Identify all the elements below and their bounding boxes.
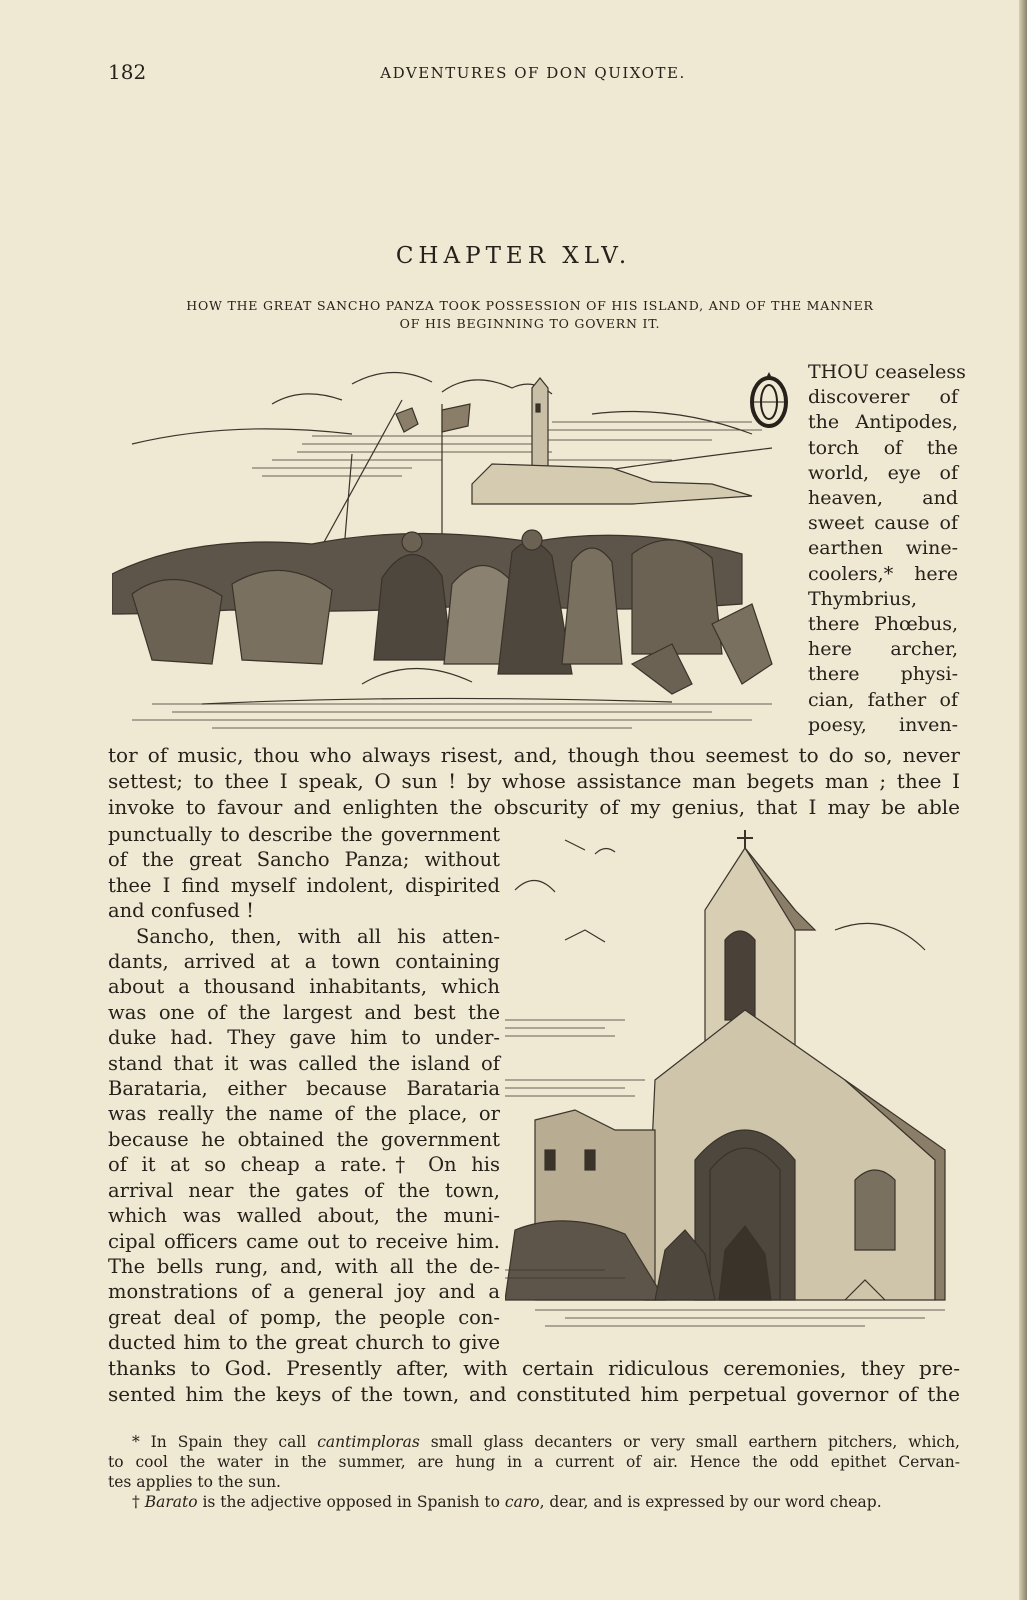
text-line: of it at so cheap a rate.† On his bbox=[108, 1153, 500, 1177]
text-line: sweet cause of bbox=[808, 512, 958, 535]
footnote-term: Barato bbox=[144, 1493, 198, 1511]
text-line: cipal officers came out to receive him. bbox=[108, 1229, 500, 1253]
footnote-text: is the adjective opposed in Spanish to bbox=[197, 1493, 505, 1511]
text-line: great deal of pomp, the people con- bbox=[108, 1305, 500, 1329]
footnote-text: * In Spain they call bbox=[132, 1433, 318, 1451]
text-line: Sancho, then, with all his atten- bbox=[136, 924, 500, 948]
text-line: was really the name of the place, or bbox=[108, 1102, 500, 1126]
text-line: there physi- bbox=[808, 663, 958, 686]
footnote-line bbox=[108, 1492, 960, 1512]
chapter-subtitle-line: OF HIS BEGINNING TO GOVERN IT. bbox=[399, 316, 661, 331]
page-number: 182 bbox=[108, 60, 147, 84]
footnote-line: tes applies to the sun. bbox=[108, 1473, 281, 1491]
body-paragraph-bottom bbox=[108, 1356, 960, 1407]
footnote-line: to cool the water in the summer, are hung in a current of air. Hence the odd epithet Cervan- bbox=[108, 1453, 960, 1471]
text-line: coolers,* here bbox=[808, 562, 958, 585]
text-line: earthen wine- bbox=[808, 537, 958, 560]
chapter-subtitle bbox=[130, 297, 930, 333]
text-line: and confused ! bbox=[108, 899, 254, 923]
text-line: thanks to God. Presently after, with certain ridiculous ceremonies, they pre- bbox=[108, 1356, 960, 1380]
footnotes bbox=[108, 1432, 960, 1512]
text-line: of the great Sancho Panza; without bbox=[108, 848, 500, 872]
text-line: world, eye of bbox=[808, 461, 958, 484]
text-line: invoke to favour and enlighten the obscurity of my genius, that I may be able bbox=[108, 795, 960, 819]
text-line: punctually to describe the government bbox=[108, 823, 500, 846]
text-line: here archer, bbox=[808, 638, 958, 661]
footnote-term: caro bbox=[504, 1493, 540, 1511]
text-line: discoverer of bbox=[808, 386, 958, 409]
text-line: because he obtained the government bbox=[108, 1127, 500, 1151]
text-line: settest; to thee I speak, O sun ! by whose assistance man begets man ; thee I bbox=[108, 769, 960, 793]
text-line: ducted him to the great church to give bbox=[108, 1331, 500, 1355]
text-line: arrival near the gates of the town, bbox=[108, 1178, 500, 1202]
text-line: heaven, and bbox=[808, 487, 958, 510]
page-edge-shadow bbox=[1019, 0, 1027, 1600]
chapter-subtitle-line: HOW THE GREAT SANCHO PANZA TOOK POSSESSION OF HIS ISLAND, AND OF THE MANNER bbox=[186, 298, 874, 313]
text-line: poesy, inven- bbox=[808, 713, 958, 736]
church-illustration bbox=[505, 830, 960, 1350]
text-line: torch of the bbox=[808, 436, 958, 459]
text-line: Barataria, either because Barataria bbox=[108, 1077, 500, 1101]
text-line: dants, arrived at a town containing bbox=[108, 950, 500, 974]
text-line: cian, father of bbox=[808, 688, 958, 711]
footnote-text: , dear, and is expressed by our word cheap. bbox=[539, 1493, 882, 1511]
intro-column bbox=[808, 360, 966, 738]
body-paragraph-left bbox=[108, 822, 500, 1356]
text-line: duke had. They gave him to under- bbox=[108, 1026, 500, 1050]
body-paragraph-full bbox=[108, 742, 960, 820]
procession-illustration bbox=[112, 364, 780, 740]
footnote-line bbox=[108, 1432, 960, 1452]
chapter-title: CHAPTER XLV. bbox=[395, 243, 632, 269]
text-line: about a thousand inhabitants, which bbox=[108, 975, 500, 999]
text-line: stand that it was called the island of bbox=[108, 1051, 500, 1075]
text-line: monstrations of a general joy and a bbox=[108, 1280, 500, 1304]
footnote-text: small glass decanters or very small earthern pitchers, which, bbox=[419, 1433, 960, 1451]
text-line: the Antipodes, bbox=[808, 411, 958, 434]
text-line: sented him the keys of the town, and constituted him perpetual governor of the bbox=[108, 1381, 960, 1406]
running-title: ADVENTURES OF DON QUIXOTE. bbox=[380, 64, 686, 82]
text-line: was one of the largest and best the bbox=[108, 1000, 500, 1024]
text-line: Thymbrius, bbox=[808, 587, 918, 610]
text-line: there Phœbus, bbox=[808, 613, 958, 636]
text-line: The bells rung, and, with all the de- bbox=[108, 1254, 500, 1278]
footnote-mark: † bbox=[132, 1493, 145, 1511]
dropcap-ornament bbox=[747, 368, 791, 430]
text-line: thee I find myself indolent, dispirited bbox=[108, 873, 500, 897]
running-head bbox=[108, 60, 958, 90]
text-line: which was walled about, the muni- bbox=[108, 1204, 500, 1228]
footnote-term: cantimploras bbox=[317, 1433, 420, 1451]
text-line: tor of music, thou who always risest, and, though thou seemest to do so, never bbox=[108, 743, 960, 767]
text-line: THOU ceaseless bbox=[808, 361, 966, 383]
